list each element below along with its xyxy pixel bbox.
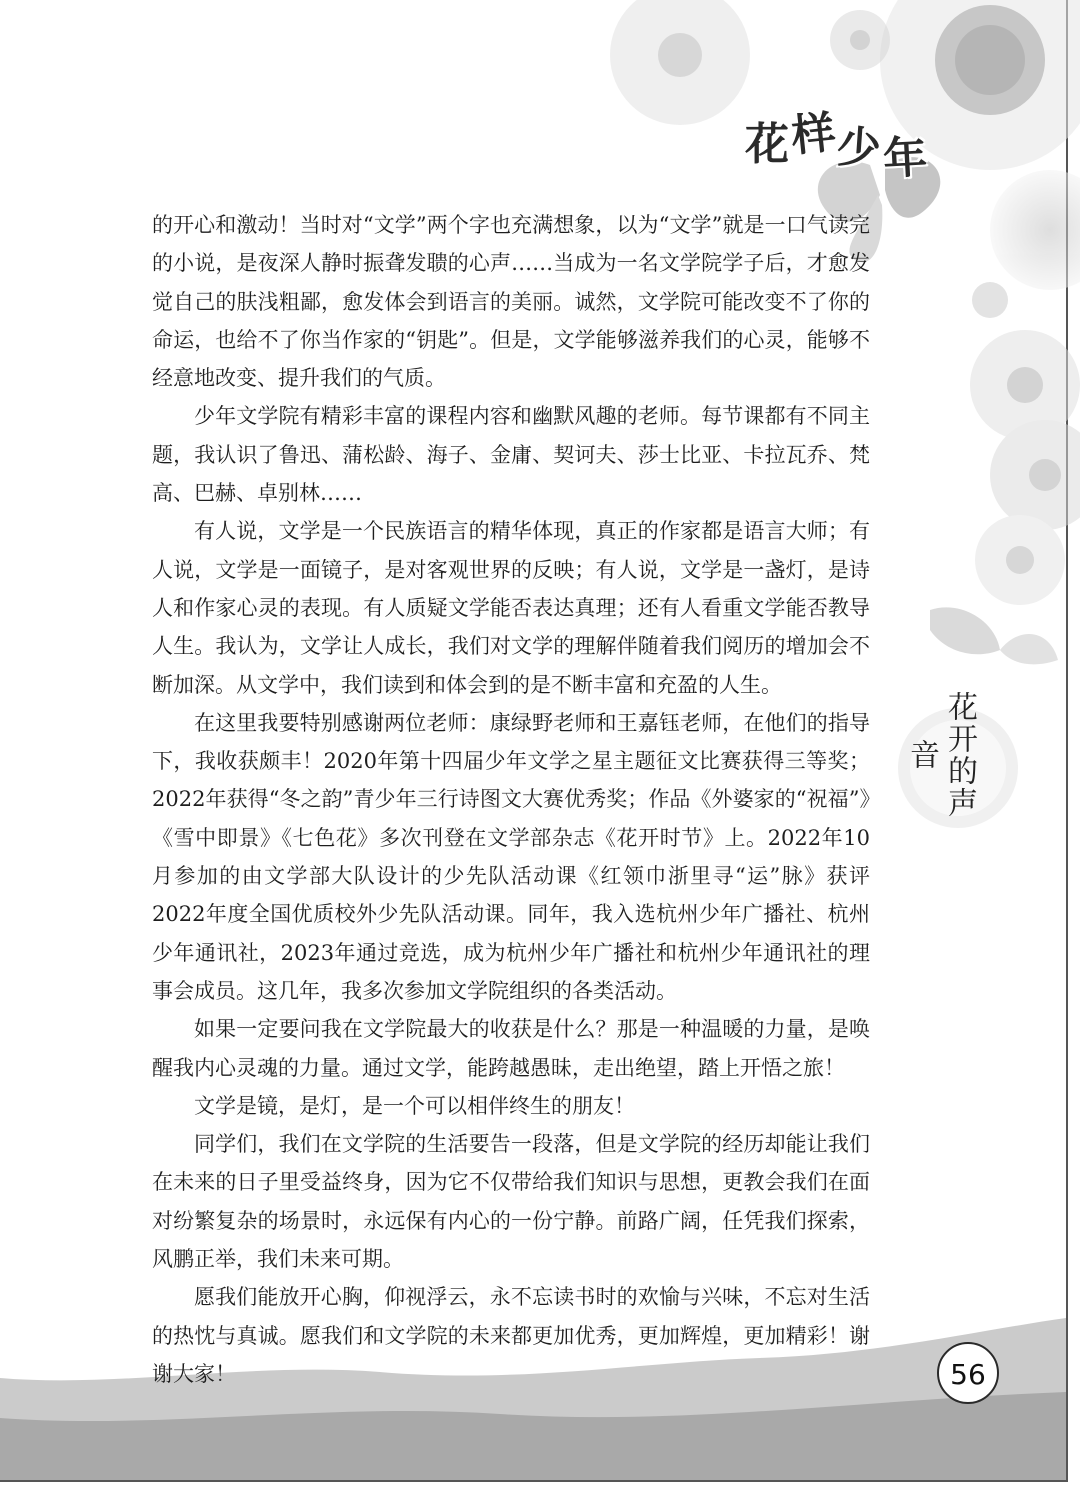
flower-icon [610,0,890,125]
paragraph: 的开心和激动！当时对“文学”两个字也充满想象，以为“文学”就是一口气读完的小说，是夜深人静时振聋发聩的心声……当成为一名文学院学子后，才愈发觉自己的肤浅粗鄙，愈发体会到语言的美丽。诚然，文学院可能改变不了你的命运，也给不了你当作家的“钥匙”。但是，文学能够滋养我们的心灵，能够不经意地改变、提升我们的气质。 [152,213,870,391]
side-section-label: 花开的声音 [904,691,977,819]
paragraph: 同学们，我们在文学院的生活要告一段落，但是文学院的经历却能让我们在未来的日子里受益终身，因为它不仅带给我们知识与思想，更教会我们在面对纷繁复杂的场景时，永远保有内心的一份宁静。前路广阔，任凭我们探索，风鹏正举，我们未来可期。 [152,1132,870,1272]
header-title-char: 少 [834,121,885,176]
page-number: 56 [937,1342,999,1404]
paragraph: 在这里我要特别感谢两位老师：康绿野老师和王嘉钰老师，在他们的指导下，我收获颇丰！2020年第十四届少年文学之星主题征文比赛获得三等奖；2022年获得“冬之韵”青少年三行诗图文大赛优秀奖；作品《外婆家的“祝福”》《雪中即景》《七色花》多次刊登在文学部杂志《花开时节》上。2022年10月参加的由文学部大队设计的少先队活动课《红领巾浙里寻“运”脉》获评2022年度全国优质校外少先队活动课。同年，我入选杭州少年广播社、杭州少年通讯社，2023年通过竞选，成为杭州少年广播社和杭州少年通讯社的理事会成员。这几年，我多次参加文学院组织的各类活动。 [152,710,870,1003]
flower-icon [970,170,1080,605]
paragraph: 如果一定要问我在文学院最大的收获是什么？那是一种温暖的力量，是唤醒我内心灵魂的力量。通过文学，能跨越愚昧，走出绝望，踏上开悟之旅！ [152,1017,870,1080]
butterfly-icon [930,607,1058,664]
header-title-char: 样 [788,106,841,163]
header-title [745,106,935,186]
paragraph: 愿我们能放开心胸，仰视浮云，永不忘读书时的欢愉与兴味，不忘对生活的热忱与真诚。愿我们和文学院的未来都更加优秀，更加辉煌，更加精彩！谢谢大家！ [152,1285,870,1386]
paragraph: 少年文学院有精彩丰富的课程内容和幽默风趣的老师。每节课都有不同主题，我认识了鲁迅、蒲松龄、海子、金庸、契诃夫、莎士比亚、卡拉瓦乔、梵高、巴赫、卓别林…… [152,404,870,506]
paragraph: 文学是镜，是灯，是一个可以相伴终生的朋友！ [194,1093,635,1118]
article-body [152,206,870,1393]
header-title-char: 年 [881,131,931,186]
paragraph: 有人说，文学是一个民族语言的精华体现，真正的作家都是语言大师；有人说，文学是一面镜子，是对客观世界的反映；有人说，文学是一盏灯，是诗人和作家心灵的表现。有人质疑文学能否表达真理；还有人看重文学能否教导人生。我认为，文学让人成长，我们对文学的理解伴随着我们阅历的增加会不断加深。从文学中，我们读到和体会到的是不断丰富和充盈的人生。 [152,519,870,697]
header-title-char: 花 [745,119,791,170]
